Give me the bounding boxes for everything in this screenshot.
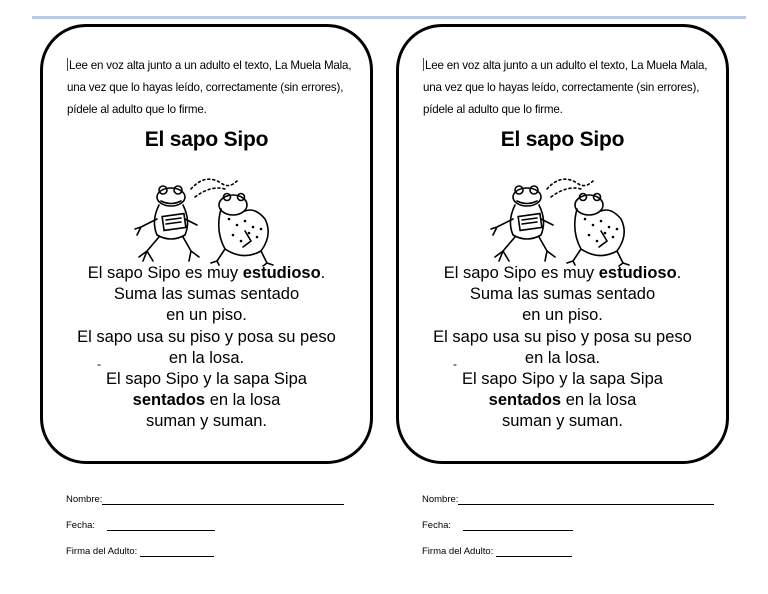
firma-label: Firma del Adulto: — [422, 546, 494, 557]
story-title: El sapo Sipo — [144, 128, 269, 151]
stray-dash: - — [453, 357, 457, 371]
stray-dash: - — [97, 357, 101, 371]
signature-form-left — [66, 494, 344, 572]
top-rule — [32, 16, 746, 19]
reading-card-left — [40, 24, 373, 464]
text-cursor — [423, 58, 424, 71]
instructions-text: Lee en voz alta junto a un adulto el texto, La Muela Mala, una vez que lo hayas leído, correctamente (sin errores), pídele al adulto que lo firme. — [423, 59, 708, 116]
story-text: El sapo Sipo es muy estudioso. Suma las sumas sentado en un piso. El sapo usa su piso y posa su peso en la losa. El sapo Sipo y la sapa Sipa sentados en la losa suman y suman. — [433, 264, 692, 431]
frogs-illustration — [133, 175, 281, 267]
instructions-text: Lee en voz alta junto a un adulto el texto, La Muela Mala, una vez que lo hayas leído, correctamente (sin errores), pídele al adulto que lo firme. — [67, 59, 352, 116]
nombre-field[interactable] — [102, 494, 344, 505]
nombre-label: Nombre: — [422, 494, 459, 505]
fecha-field[interactable] — [463, 520, 573, 531]
firma-field[interactable] — [140, 546, 214, 557]
story-title: El sapo Sipo — [500, 128, 625, 151]
firma-label: Firma del Adulto: — [66, 546, 138, 557]
story-text: El sapo Sipo es muy estudioso. Suma las sumas sentado en un piso. El sapo usa su piso y posa su peso en la losa. El sapo Sipo y la sapa Sipa sentados en la losa suman y suman. — [77, 264, 336, 431]
fecha-label: Fecha: — [66, 520, 96, 531]
fecha-label: Fecha: — [422, 520, 452, 531]
fecha-field[interactable] — [107, 520, 215, 531]
signature-form-right — [422, 494, 714, 572]
nombre-field[interactable] — [458, 494, 714, 505]
nombre-label: Nombre: — [66, 494, 103, 505]
text-cursor — [67, 58, 68, 71]
frogs-illustration — [489, 175, 637, 267]
firma-field[interactable] — [496, 546, 572, 557]
reading-card-right — [396, 24, 729, 464]
